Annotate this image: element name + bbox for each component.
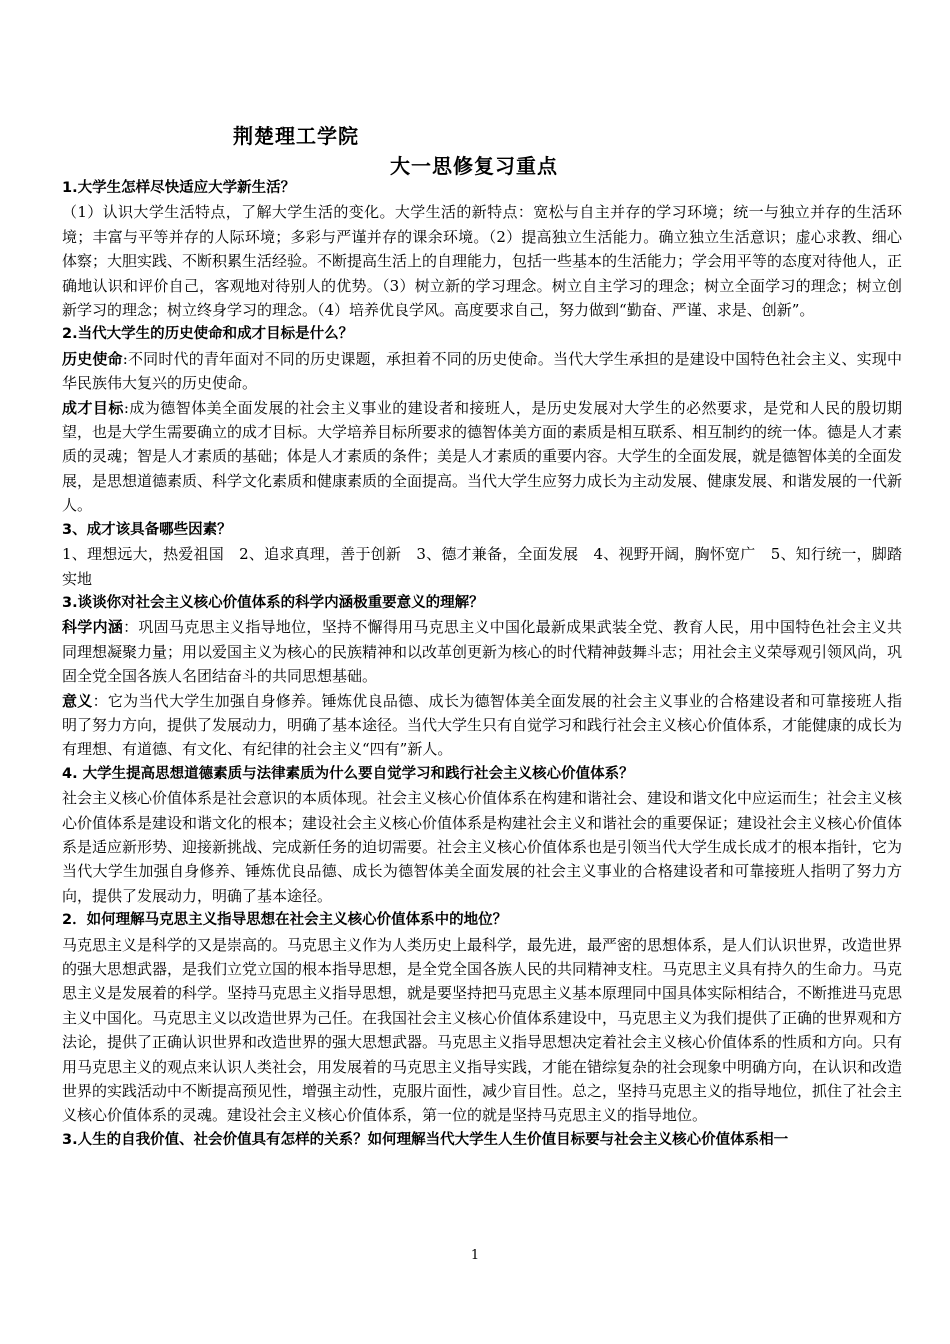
question-2: 2.当代大学生的历史使命和成才目标是什么？ [62,326,354,343]
question-7: 3.人生的自我价值、社会价值具有怎样的关系？如何理解当代大学生人生价值目标要与社会主义核心价值体系相一 [62,1131,789,1148]
school-name: 荆楚理工学院 [233,124,359,148]
answer-4-part-2 [62,689,902,762]
question-4: 3.谈谈你对社会主义核心价值体系的科学内涵极重要意义的理解？ [62,594,484,611]
answer-3: 1、理想远大，热爱祖国 2、追求真理，善于创新 3、德才兼备，全面发展 4、视野开阔，胸怀宽广 5、知行统一，脚踏实地 [62,545,902,588]
talent-goal-text: :成为德智体美全面发展的社会主义事业的建设者和接班人，是历史发展对大学生的必然要求，是党和人民的殷切期望，也是大学生需要确立的成才目标。大学培养目标所要求的德智体美方面的素质是相互联系、相互制约的统一体。德是人才素质的灵魂；智是人才素质的基础；体是人才素质的条件；美是人才素质的重要内容。大学生的全面发展，就是德智体美的全面发展，是思想道德素质、科学文化素质和健康素质的全面提高。当代大学生应努力成长为主动发展、健康发展、和谐发展的一代新人。 [62,398,903,515]
term-historic-mission: 历史使命 [62,349,123,368]
answer-2-part-1 [62,347,902,396]
question-5: 4. 大学生提高思想道德素质与法律素质为什么要自觉学习和践行社会主义核心价值体系？ [62,765,634,782]
document-body [62,176,902,1152]
term-significance: 意义 [62,691,93,710]
scientific-connotation-text: ：巩固马克思主义指导地位，坚持不懈得用马克思主义中国化最新成果武装全党、教育人民，用中国特色社会主义共同理想凝聚力量；用以爱国主义为核心的民族精神和以改革创更新为核心的时代精神鼓舞斗志；用社会主义荣辱观引领风尚，巩固全党全国各族人名团结奋斗的共同思想基础。 [62,618,903,686]
historic-mission-text: :不同时代的青年面对不同的历史课题，承担着不同的历史使命。当代大学生承担的是建设中国特色社会主义、实现中华民族伟大复兴的历史使命。 [62,349,902,393]
question-6: 2．如何理解马克思主义指导思想在社会主义核心价值体系中的地位？ [62,912,508,929]
page-number: 1 [470,1248,480,1263]
document-title: 大一思修复习重点 [390,154,558,178]
answer-5: 社会主义核心价值体系是社会意识的本质体现。社会主义核心价值体系在构建和谐社会、建设和谐文化中应运而生；社会主义核心价值体系是建设和谐文化的根本；建设社会主义核心价值体系是构建社会主义和谐社会的重要保证；建设社会主义核心价值体系是适应新形势、迎接新挑战、完成新任务的迫切需要。社会主义核心价值体系也是引领当代大学生成长成才的根本指针，它为当代大学生加强自身修养、锤炼优良品德、成长为德智体美全面发展的社会主义事业的合格建设者和可靠接班人指明了努力方向，提供了发展动力，明确了基本途径。 [62,789,903,905]
answer-4-part-1 [62,615,902,688]
term-scientific-connotation: 科学内涵 [62,618,124,637]
term-talent-goal: 成才目标 [62,398,124,417]
answer-1: （1）认识大学生活特点，了解大学生活的变化。大学生活的新特点：宽松与自主并存的学习环境；统一与独立并存的生活环境；丰富与平等并存的人际环境；多彩与严谨并存的课余环境。（2）提高独立生活能力。确立独立生活意识；虚心求教、细心体察；大胆实践、不断积累生活经验。不断提高生活上的自理能力，包括一些基本的生活能力；学会用平等的态度对待他人，正确地认识和评价自己，客观地对待别人的优势。（3）树立新的学习理念。树立自主学习的理念；树立全面学习的理念；树立创新学习的理念；树立终身学习的理念。（4）培养优良学风。高度要求自己，努力做到“勤奋、严谨、求是、创新”。 [62,203,903,320]
question-1: 1.大学生怎样尽快适应大学新生活？ [62,180,296,196]
significance-text: ：它为当代大学生加强自身修养。锤炼优良品德、成长为德智体美全面发展的社会主义事业的合格建设者和可靠接班人指明了努力方向，提供了发展动力，明确了基本途径。当代大学生只有自觉学习和践行社会主义核心价值体系，才能健康的成长为有理想、有道德、有文化、有纪律的社会主义“四有”新人。 [62,691,903,759]
answer-6: 马克思主义是科学的又是崇高的。马克思主义作为人类历史上最科学，最先进，最严密的思想体系，是人们认识世界，改造世界的强大思想武器，是我们立党立国的根本指导思想，是全党全国各族人民的共同精神支柱。马克思主义具有持久的生命力。马克思主义是发展着的科学。坚持马克思主义指导思想，就是要坚持把马克思主义基本原理同中国具体实际相结合，不断推进马克思主义中国化。马克思主义以改造世界为己任。在我国社会主义核心价值体系建设中，马克思主义为我们提供了正确的世界观和方法论，提供了正确认识世界和改造世界的强大思想武器。马克思主义指导思想决定着社会主义核心价值体系的性质和方向。只有用马克思主义的观点来认识人类社会，用发展着的马克思主义指导实践，才能在错综复杂的社会现象中明确方向，在认识和改造世界的实践活动中不断提高预见性，增强主动性，克服片面性，减少盲目性。总之，坚持马克思主义的指导地位，抓住了社会主义核心价值体系的灵魂。建设社会主义核心价值体系，第一位的就是坚持马克思主义的指导地位。 [62,935,903,1125]
answer-2-part-2 [62,396,902,518]
question-3: 3、成才该具备哪些因素？ [62,521,232,538]
